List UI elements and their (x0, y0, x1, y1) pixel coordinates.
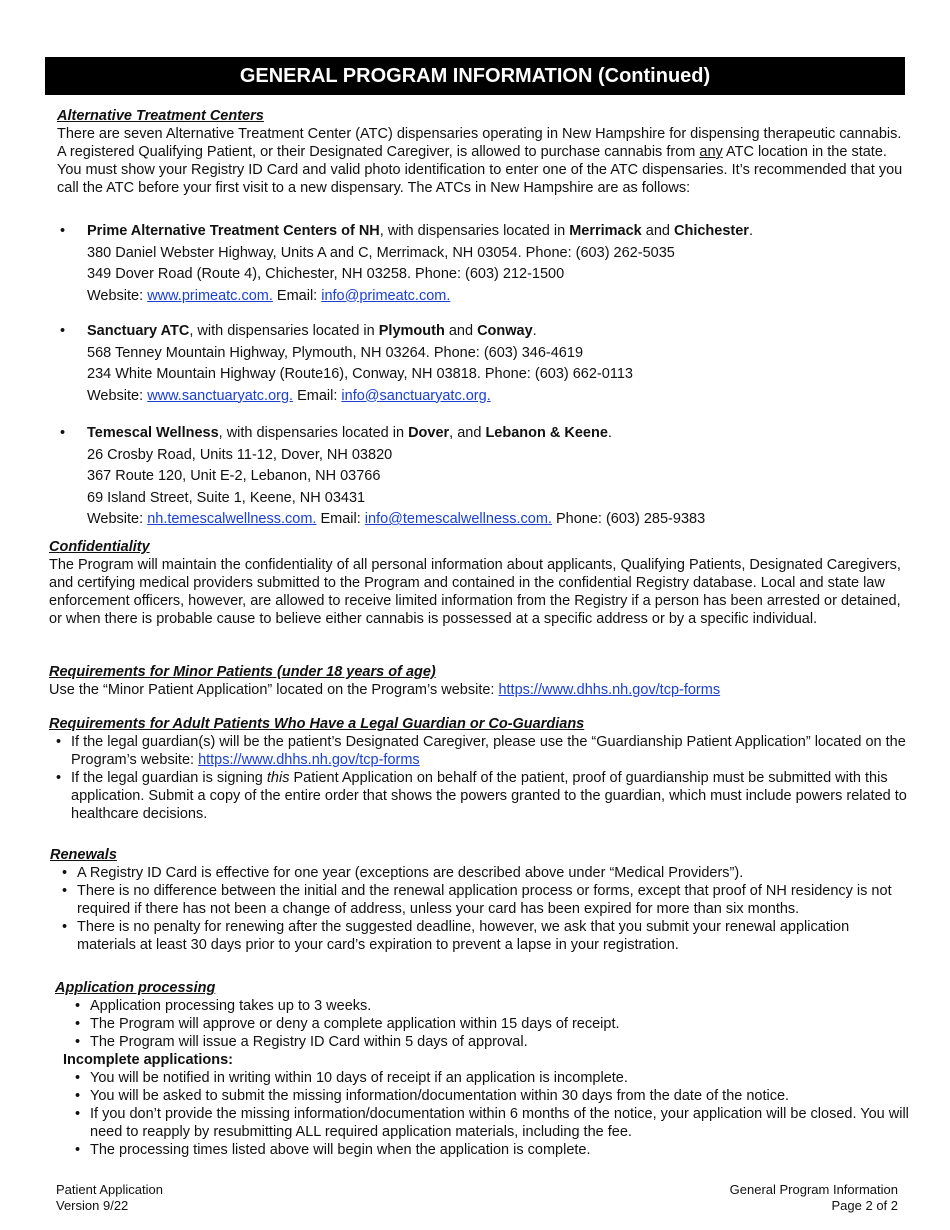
website-link[interactable]: nh.temescalwellness.com. (147, 511, 317, 527)
atc-contact: Website: www.sanctuaryatc.org. Email: info@sanctuaryatc.org. (87, 387, 491, 404)
bullet-icon: • (60, 223, 66, 239)
incomplete-heading: Incomplete applications: (63, 1052, 233, 1068)
minor-section (49, 663, 915, 699)
banner-title: GENERAL PROGRAM INFORMATION (Continued) (239, 64, 711, 87)
list-item: • The processing times listed above will begin when the application is complete. (69, 1141, 915, 1159)
guardian-section (49, 715, 915, 823)
footer-doc-name: Patient Application (56, 1182, 163, 1197)
atc-section (57, 107, 907, 197)
list-item: • The Program will issue a Registry ID Card within 5 days of approval. (69, 1033, 915, 1051)
confidentiality-heading: Confidentiality (49, 539, 150, 555)
atc-center-title: Prime Alternative Treatment Centers of NH, with dispensaries located in Merrimack and Chichester. (87, 223, 753, 239)
renewals-section (50, 846, 910, 954)
list-item: • Application processing takes up to 3 weeks. (69, 997, 915, 1015)
atc-heading: Alternative Treatment Centers (57, 108, 264, 124)
website-link[interactable]: www.sanctuaryatc.org. (147, 387, 294, 404)
website-link[interactable]: www.primeatc.com. (147, 287, 273, 304)
atc-center-title: Sanctuary ATC, with dispensaries located in Plymouth and Conway. (87, 323, 537, 339)
footer-left (56, 1182, 163, 1214)
atc-contact: Website: nh.temescalwellness.com. Email: info@temescalwellness.com. Phone: (603) 285-9383 (87, 511, 706, 527)
atc-center-1 (60, 221, 920, 307)
tcp-forms-link[interactable]: https://www.dhhs.nh.gov/tcp-forms (498, 682, 721, 698)
atc-address: 349 Dover Road (Route 4), Chichester, NH 03258. Phone: (603) 212-1500 (87, 266, 565, 282)
tcp-forms-link[interactable]: https://www.dhhs.nh.gov/tcp-forms (198, 752, 420, 768)
atc-address: 568 Tenney Mountain Highway, Plymouth, NH 03264. Phone: (603) 346-4619 (87, 344, 584, 361)
atc-address: 69 Island Street, Suite 1, Keene, NH 03431 (87, 489, 366, 506)
list-item: • If you don’t provide the missing information/documentation within 6 months of the notice, your application will be closed. You will need to reapply by resubmitting ALL required application materials, including the fee. (69, 1105, 915, 1141)
renewals-heading: Renewals (50, 847, 117, 863)
atc-center-2 (60, 321, 920, 407)
atc-center-title: Temescal Wellness, with dispensaries located in Dover, and Lebanon & Keene. (87, 425, 612, 441)
list-item: • A Registry ID Card is effective for one year (exceptions are described above under “Medical Providers”). (56, 864, 910, 882)
processing-section (55, 979, 915, 1159)
atc-address: 234 White Mountain Highway (Route16), Conway, NH 03818. Phone: (603) 662-0113 (87, 366, 633, 382)
footer-version: Version 9/22 (56, 1198, 129, 1213)
list-item: • You will be asked to submit the missing information/documentation within 30 days from the date of the notice. (69, 1087, 915, 1105)
email-link[interactable]: info@temescalwellness.com. (364, 511, 552, 527)
bullet-icon: • (60, 425, 66, 441)
guardian-heading: Requirements for Adult Patients Who Have a Legal Guardian or Co-Guardians (49, 716, 585, 732)
page-banner (45, 57, 905, 95)
bullet-icon: • (60, 323, 66, 339)
atc-contact: Website: www.primeatc.com. Email: info@primeatc.com. (87, 287, 451, 304)
list-item: • The Program will approve or deny a complete application within 15 days of receipt. (69, 1015, 915, 1033)
atc-center-3 (60, 423, 920, 531)
footer-right (730, 1182, 898, 1214)
list-item: • You will be notified in writing within 10 days of receipt if an application is incomplete. (69, 1069, 915, 1087)
footer-page-number: Page 2 of 2 (831, 1198, 898, 1213)
minor-text: Use the “Minor Patient Application” located on the Program’s website: https://www.dhhs.nh.gov/tcp-forms (49, 682, 721, 698)
footer-section-name: General Program Information (729, 1182, 898, 1197)
atc-intro: There are seven Alternative Treatment Center (ATC) dispensaries operating in New Hampshire for dispensing therapeutic cannabis. A registered Qualifying Patient, or their Designated Caregiver, is allowed to purchase cannabis from any ATC location in the state. You must show your Registry ID Card and valid photo identification to enter one of the ATC dispensaries. It’s recommended that you call the ATC before your first visit to a new dispensary. The ATCs in New Hampshire are as follows: (57, 126, 903, 196)
list-item: • There is no penalty for renewing after the suggested deadline, however, we ask that you submit your renewal application materials at least 30 days prior to your card’s expiration to prevent a lapse in your registration. (56, 918, 910, 954)
minor-heading: Requirements for Minor Patients (under 18 years of age) (49, 664, 436, 680)
atc-address: 367 Route 120, Unit E-2, Lebanon, NH 03766 (87, 468, 381, 484)
email-link[interactable]: info@primeatc.com. (321, 287, 451, 304)
list-item: • There is no difference between the initial and the renewal application process or forms, except that proof of NH residency is not required if there has not been a change of address, unless your card has been expired for more than six months. (56, 882, 910, 918)
confidentiality-section (49, 538, 915, 628)
atc-address: 380 Daniel Webster Highway, Units A and C, Merrimack, NH 03054. Phone: (603) 262-5035 (87, 244, 675, 261)
processing-heading: Application processing (55, 980, 216, 996)
list-item: • If the legal guardian(s) will be the patient’s Designated Caregiver, please use the “Guardianship Patient Application” located on the Program’s website: https://www.dhhs.nh.gov/tcp-forms (50, 733, 915, 769)
confidentiality-text: The Program will maintain the confidentiality of all personal information about applicants, Qualifying Patients, Designated Caregivers, and certifying medical providers submitted to the Program and contained in the confidential Registry database. Local and state law enforcement officers, however, are allowed to receive limited information from the Registry if a person has been arrested or detained, or when there is probable cause to believe either cannabis is possessed at a specific address or by a specific individual. (49, 557, 901, 627)
email-link[interactable]: info@sanctuaryatc.org. (341, 387, 491, 404)
atc-address: 26 Crosby Road, Units 11-12, Dover, NH 03820 (87, 446, 393, 463)
list-item: • If the legal guardian is signing this Patient Application on behalf of the patient, proof of guardianship must be submitted with this application. Submit a copy of the entire order that shows the powers granted to the guardian, which must include powers related to healthcare decisions. (50, 769, 915, 823)
